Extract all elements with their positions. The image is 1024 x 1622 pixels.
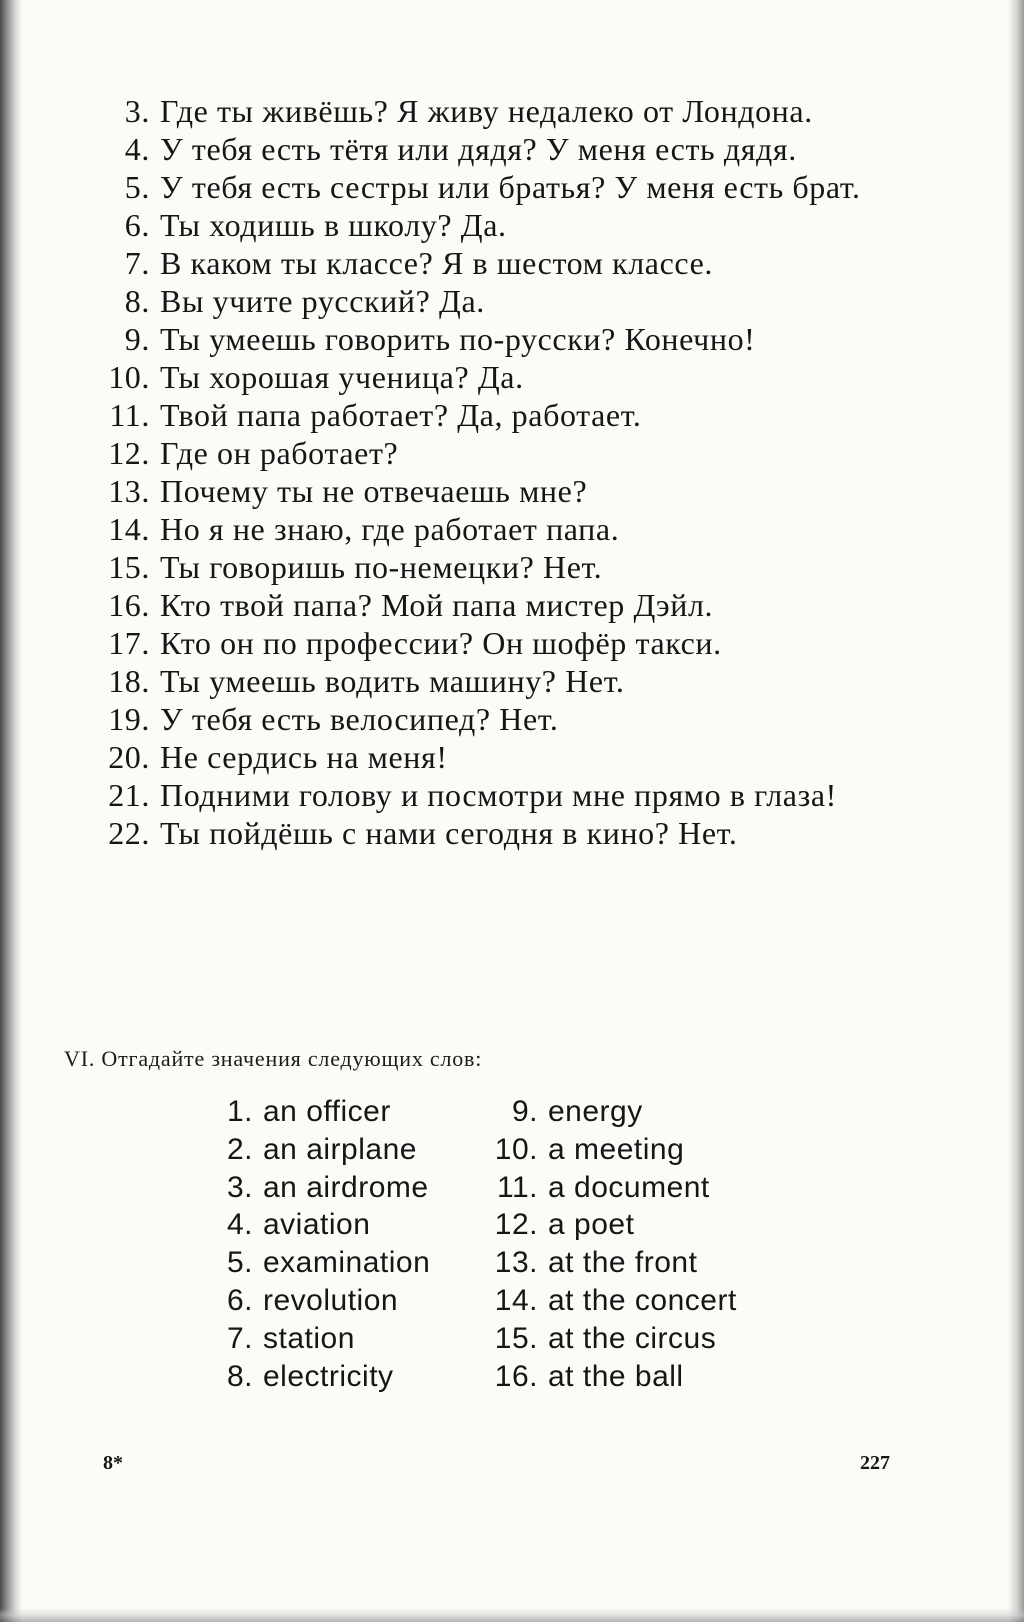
item-text: Ты пойдёшь с нами сегодня в кино? Нет.	[160, 815, 738, 851]
vocab-number: 12.	[494, 1208, 538, 1242]
list-item	[80, 510, 900, 548]
vocab-number: 4.	[226, 1208, 253, 1242]
vocab-word: at the concert	[548, 1283, 737, 1317]
vocab-number: 3.	[226, 1170, 253, 1204]
vocab-word: aviation	[263, 1208, 371, 1242]
item-text: Кто он по профессии? Он шофёр такси.	[160, 625, 722, 661]
list-item	[80, 434, 900, 472]
list-item	[80, 168, 900, 206]
vocab-item	[480, 1131, 810, 1169]
list-item	[80, 814, 900, 852]
vocab-item	[480, 1093, 810, 1131]
vocab-number: 13.	[494, 1246, 538, 1280]
signature-mark: 8*	[103, 1452, 123, 1474]
item-number: 6.	[124, 207, 150, 243]
vocab-word: at the ball	[548, 1359, 684, 1393]
item-number: 13.	[108, 473, 150, 509]
vocab-item	[195, 1093, 475, 1131]
vocab-word: an officer	[263, 1095, 391, 1128]
vocab-word: a meeting	[548, 1132, 685, 1166]
list-item	[80, 130, 900, 168]
item-number: 3.	[124, 93, 150, 129]
scan-edge-left	[0, 0, 22, 1622]
item-text: Ты ходишь в школу? Да.	[160, 207, 507, 243]
vocab-item	[195, 1320, 475, 1358]
vocab-number: 1.	[226, 1095, 253, 1128]
list-item	[80, 396, 900, 434]
vocab-number: 9.	[511, 1095, 538, 1128]
item-number: 5.	[124, 169, 150, 205]
vocab-word: an airplane	[263, 1132, 417, 1166]
item-text: Но я не знаю, где работает папа.	[160, 511, 620, 547]
item-number: 16.	[108, 587, 150, 623]
list-item	[80, 776, 900, 814]
list-item	[80, 700, 900, 738]
item-text: Где он работает?	[160, 435, 399, 471]
list-item	[80, 244, 900, 282]
vocab-number: 15.	[494, 1321, 538, 1355]
scan-edge-bottom	[0, 1608, 1024, 1622]
item-text: Твой папа работает? Да, работает.	[160, 397, 642, 433]
vocab-word: station	[263, 1321, 355, 1355]
page-number: 227	[860, 1452, 890, 1474]
vocab-item	[195, 1131, 475, 1169]
item-text: Подними голову и посмотри мне прямо в глаза!	[160, 777, 837, 813]
item-text: Ты хорошая ученица? Да.	[160, 359, 524, 395]
vocab-number: 11.	[497, 1170, 538, 1204]
sentence-list	[80, 92, 900, 852]
item-number: 20.	[108, 739, 150, 775]
item-number: 9.	[124, 321, 150, 357]
list-item	[80, 472, 900, 510]
vocab-number: 6.	[226, 1283, 253, 1317]
item-text: Где ты живёшь? Я живу недалеко от Лондона.	[160, 93, 813, 129]
item-text: Ты умеешь говорить по-русски? Конечно!	[160, 321, 756, 357]
list-item	[80, 586, 900, 624]
item-number: 19.	[108, 701, 150, 737]
vocab-column-left	[195, 1093, 475, 1395]
list-item	[80, 738, 900, 776]
vocab-word: an airdrome	[263, 1170, 429, 1204]
item-number: 11.	[109, 397, 150, 433]
vocab-number: 16.	[494, 1359, 538, 1393]
vocab-item	[480, 1320, 810, 1358]
list-item	[80, 358, 900, 396]
vocab-number: 10.	[494, 1132, 538, 1166]
item-text: Кто твой папа? Мой папа мистер Дэйл.	[160, 587, 714, 623]
vocab-item	[480, 1358, 810, 1396]
vocab-word: examination	[263, 1246, 431, 1280]
item-number: 17.	[108, 625, 150, 661]
item-number: 14.	[108, 511, 150, 547]
item-text: У тебя есть тётя или дядя? У меня есть дядя.	[160, 131, 797, 167]
item-text: У тебя есть сестры или братья? У меня есть брат.	[160, 169, 861, 205]
list-item	[80, 206, 900, 244]
vocab-item	[195, 1358, 475, 1396]
vocab-number: 5.	[226, 1246, 253, 1280]
vocab-number: 7.	[226, 1321, 253, 1355]
item-text: Вы учите русский? Да.	[160, 283, 485, 319]
item-number: 4.	[124, 131, 150, 167]
item-number: 12.	[108, 435, 150, 471]
item-text: В каком ты классе? Я в шестом классе.	[160, 245, 713, 281]
vocab-column-right	[480, 1093, 810, 1395]
vocab-number: 14.	[494, 1283, 538, 1317]
vocab-number: 2.	[226, 1132, 253, 1166]
item-number: 8.	[124, 283, 150, 319]
vocab-word: at the front	[548, 1246, 698, 1280]
item-text: Не сердись на меня!	[160, 739, 448, 775]
item-text: У тебя есть велосипед? Нет.	[160, 701, 559, 737]
item-number: 21.	[108, 777, 150, 813]
item-text: Ты умеешь водить машину? Нет.	[160, 663, 625, 699]
exercise-heading: VI. Отгадайте значения следующих слов:	[64, 1046, 483, 1071]
item-number: 10.	[108, 359, 150, 395]
vocab-item	[480, 1206, 810, 1244]
item-text: Ты говоришь по-немецки? Нет.	[160, 549, 603, 585]
item-number: 15.	[108, 549, 150, 585]
scan-edge-right	[1008, 0, 1024, 1622]
item-number: 22.	[108, 815, 150, 851]
vocab-word: energy	[548, 1095, 643, 1128]
list-item	[80, 320, 900, 358]
vocab-word: electricity	[263, 1359, 394, 1393]
item-text: Почему ты не отвечаешь мне?	[160, 473, 588, 509]
vocab-item	[195, 1206, 475, 1244]
vocab-item	[195, 1282, 475, 1320]
vocab-item	[480, 1169, 810, 1207]
vocab-word: revolution	[263, 1283, 399, 1317]
list-item	[80, 662, 900, 700]
item-number: 7.	[124, 245, 150, 281]
list-item	[80, 92, 900, 130]
vocab-item	[480, 1282, 810, 1320]
vocab-item	[480, 1244, 810, 1282]
vocab-item	[195, 1244, 475, 1282]
item-number: 18.	[108, 663, 150, 699]
vocab-word: at the circus	[548, 1321, 717, 1355]
list-item	[80, 282, 900, 320]
vocab-item	[195, 1169, 475, 1207]
list-item	[80, 548, 900, 586]
vocab-word: a document	[548, 1170, 710, 1204]
vocab-number: 8.	[226, 1359, 253, 1393]
vocab-word: a poet	[548, 1208, 635, 1242]
list-item	[80, 624, 900, 662]
